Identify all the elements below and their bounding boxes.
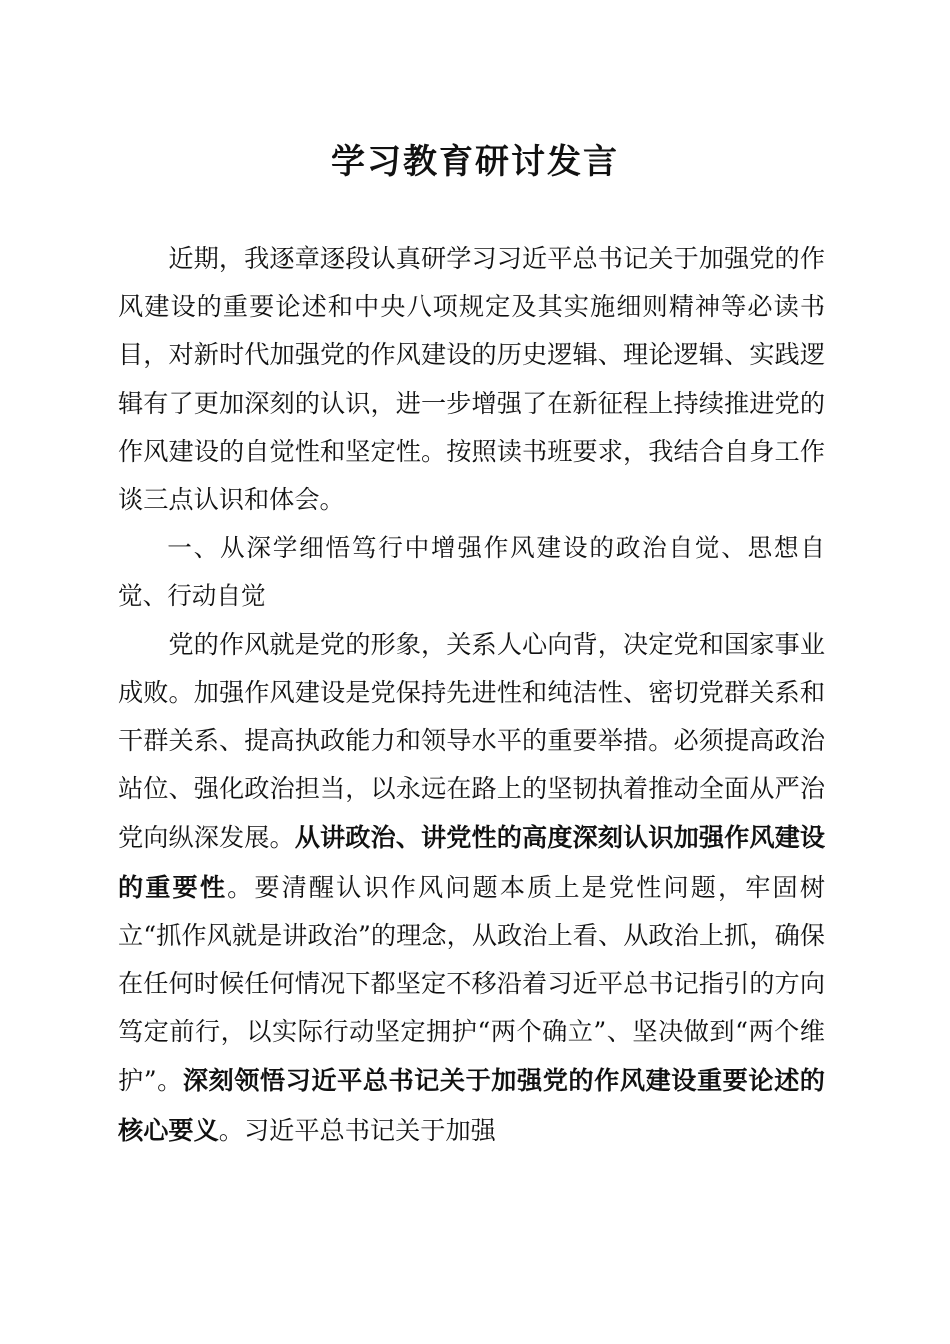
bold-emphasis: 深刻领悟习近平总书记关于加强党的作风建设重要论述的核心要义 [118, 1065, 825, 1145]
document-body [118, 235, 825, 1155]
paragraph-text: 党的作风就是党的形象，关系人心向背，决定党和国家事业成败。加强作风建设是党保持先进性和纯洁性、密切党群关系和干群关系、提高执政能力和领导水平的重要举措。必须提高政治站位、强化政治担当，以永远在路上的坚韧执着推动全面从严治党向纵深发展。 [118, 629, 825, 853]
document-title: 学习教育研讨发言 [331, 142, 619, 182]
section-heading: 一、从深学细悟笃行中增强作风建设的政治自觉、思想自觉、行动自觉 [118, 533, 825, 611]
paragraph-text: 。习近平总书记关于加强 [218, 1115, 496, 1145]
bold-emphasis: 从讲政治、讲党性的高度深刻认识加强作风建设的重要性 [118, 822, 826, 902]
section-paragraph [118, 621, 825, 1155]
paragraph-text: 。要清醒认识作风问题本质上是党性问题，牢固树立“抓作风就是讲政治”的理念，从政治上看、从政治上抓，确保在任何时候任何情况下都坚定不移沿着习近平总书记指引的方向笃定前行，以实际行动坚定拥护“两个确立”、坚决做到“两个维护”。 [118, 872, 826, 1096]
intro-paragraph: 近期，我逐章逐段认真研学习习近平总书记关于加强党的作风建设的重要论述和中央八项规定及其实施细则精神等必读书目，对新时代加强党的作风建设的历史逻辑、理论逻辑、实践逻辑有了更加深刻的认识，进一步增强了在新征程上持续推进党的作风建设的自觉性和坚定性。按照读书班要求，我结合自身工作谈三点认识和体会。 [118, 244, 825, 515]
